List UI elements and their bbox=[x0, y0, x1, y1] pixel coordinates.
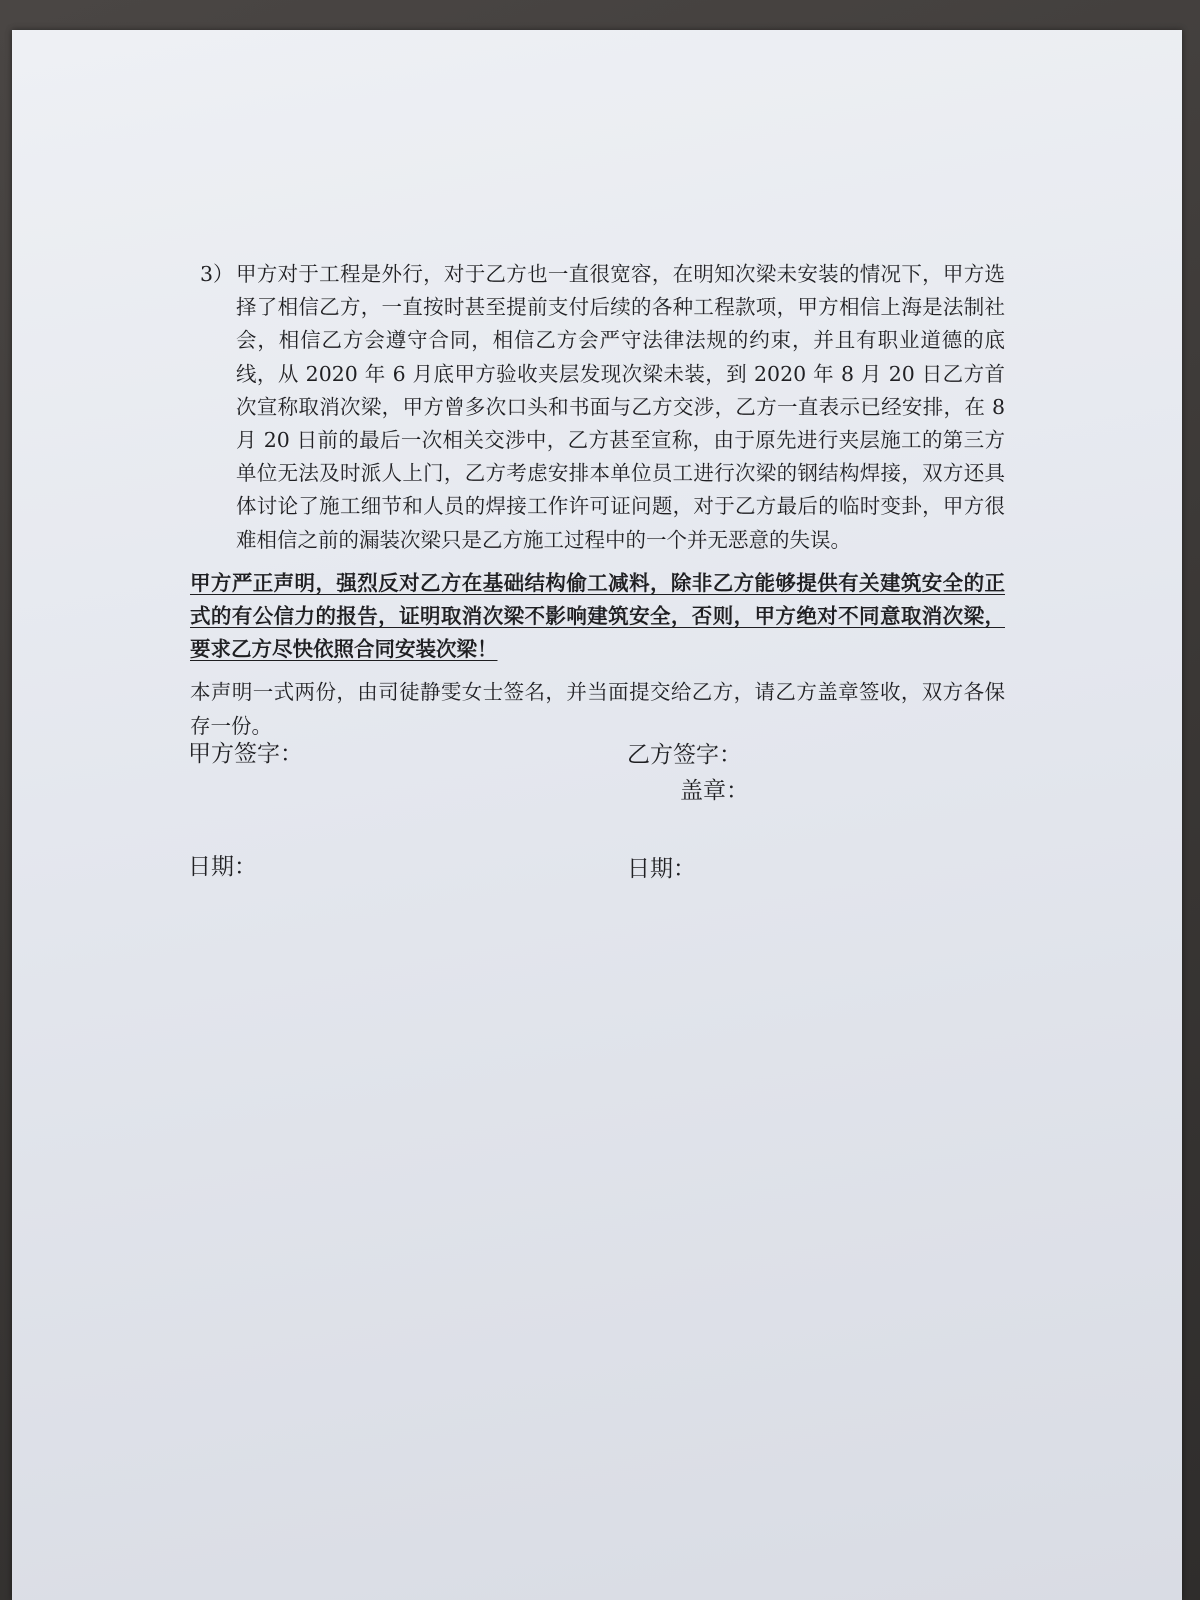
party-b-signature-label: 乙方签字： bbox=[627, 742, 742, 768]
list-item-3 bbox=[190, 258, 1005, 557]
party-a-signature-label: 甲方签字： bbox=[188, 741, 303, 767]
closing-paragraph: 本声明一式两份，由司徒静雯女士签名，并当面提交给乙方，请乙方盖章签收，双方各保存一份。 bbox=[190, 680, 1005, 738]
item-number: 3） bbox=[200, 262, 234, 286]
party-b-date-label: 日期： bbox=[627, 856, 696, 882]
party-a-date-label: 日期： bbox=[188, 854, 257, 880]
document-body bbox=[190, 258, 1005, 743]
party-b-seal-label: 盖章： bbox=[680, 778, 749, 804]
paper-sheet bbox=[12, 30, 1182, 1600]
formal-statement: 甲方严正声明，强烈反对乙方在基础结构偷工减料，除非乙方能够提供有关建筑安全的正式的有公信力的报告，证明取消次梁不影响建筑安全，否则，甲方绝对不同意取消次梁，要求乙方尽快依照合同安装次梁！ bbox=[190, 570, 1005, 662]
item-paragraph: 甲方对于工程是外行，对于乙方也一直很宽容，在明知次梁未安装的情况下，甲方选择了相信乙方，一直按时甚至提前支付后续的各种工程款项，甲方相信上海是法制社会，相信乙方会遵守合同，相信乙方会严守法律法规的约束，并且有职业道德的底线，从 2020 年 6 月底甲方验收夹层发现次梁未装，到 2020 年 8 月 20 日乙方首次宣称取消次梁，甲方曾多次口头和书面与乙方交涉，乙方一直表示已经安排，在 8 月 20 日前的最后一次相关交涉中，乙方甚至宣称，由于原先进行夹层施工的第三方单位无法及时派人上门，乙方考虑安排本单位员工进行次梁的钢结构焊接，双方还具体讨论了施工细节和人员的焊接工作许可证问题，对于乙方最后的临时变卦，甲方很难相信之前的漏装次梁只是乙方施工过程中的一个并无恶意的失误。 bbox=[236, 262, 1005, 552]
